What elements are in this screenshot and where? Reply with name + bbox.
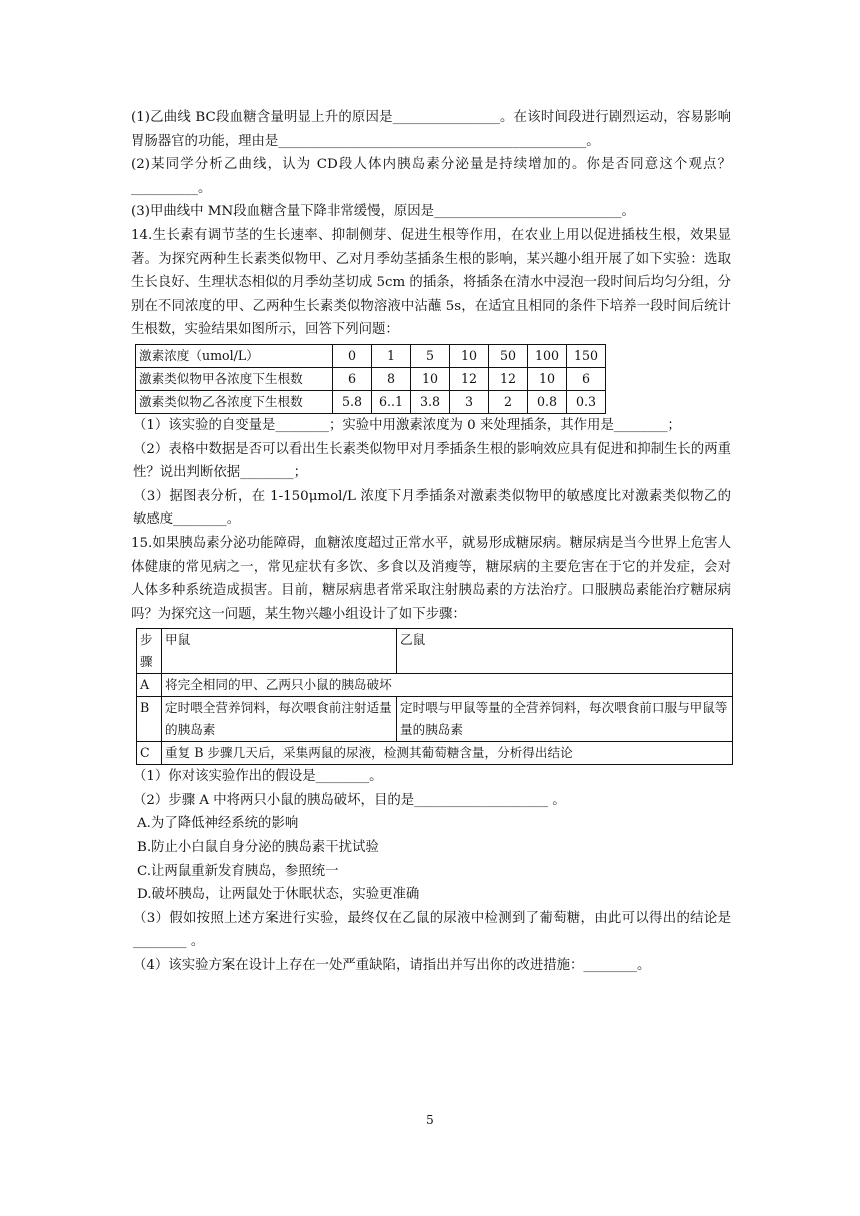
table-cell: 0.8 [528, 390, 567, 413]
table-cell: 3.8 [411, 390, 450, 413]
table-cell: 0 [333, 344, 372, 367]
table-cell: C [137, 742, 162, 765]
q14-question-3: （3）据图表分析，在 1-150μmol/L 浓度下月季插条对激素类似物甲的敏感度比对激素类似物乙的敏感度________。 [133, 488, 731, 528]
page-number: 5 [426, 1113, 434, 1127]
table-cell: 100 [528, 344, 567, 367]
q13-part2: (2)某同学分析乙曲线，认为 CD段人体内胰岛素分泌量是持续增加的。你是否同意这个观点？__________。 [131, 157, 731, 196]
table-cell: B [137, 697, 162, 742]
table-cell: 6 [333, 367, 372, 390]
q15-option-d: D.破坏胰岛，让两鼠处于休眠状态，实验更准确 [137, 887, 420, 903]
table-row [137, 629, 733, 674]
experiment-steps-table [136, 628, 733, 765]
q15-intro: 15.如果胰岛素分泌功能障碍，血糖浓度超过正常水平，就易形成糖尿病。糖尿病是当今世界上危害人体健康的常见病之一，常见症状有多饮、多食以及消瘦等，糖尿病的主要危害在于它的并发症，会对人体多种系统造成损害。目前，糖尿病患者常采取注射胰岛素的方法治疗。口服胰岛素能治疗糖尿病吗？为探究这一问题，某生物兴趣小组设计了如下步骤： [131, 535, 731, 622]
table-cell: 6..1 [372, 390, 411, 413]
table-row [137, 742, 733, 765]
q15-option-c: C.让两鼠重新发育胰岛，参照统一 [137, 863, 339, 879]
q15-question-2: （2）步骤 A 中将两只小鼠的胰岛破坏，目的是____________________ 。 [133, 792, 566, 808]
table-cell: A [137, 674, 162, 697]
q13-part1: (1)乙曲线 BC段血糖含量明显上升的原因是________________。在该时间段进行剧烈运动，容易影响胃肠器官的功能，理由是______________________________________________。 [131, 110, 731, 149]
q14-question-2: （2）表格中数据是否可以看出生长素类似物甲对月季插条生根的影响效应具有促进和抑制生长的两重性？说出判断依据________； [133, 441, 731, 481]
table-cell: 定时喂与甲鼠等量的全营养饲料，每次喂食前口服与甲鼠等量的胰岛素 [397, 697, 733, 742]
table-cell: 50 [489, 344, 528, 367]
table-row [137, 697, 733, 742]
table-cell: 10 [450, 344, 489, 367]
table-cell: 激素类似物乙各浓度下生根数 [136, 390, 333, 413]
table-cell: 乙鼠 [397, 629, 733, 674]
table-cell: 重复 B 步骤几天后，采集两鼠的尿液，检测其葡萄糖含量，分析得出结论 [162, 742, 733, 765]
table-row [137, 674, 733, 697]
page-content [131, 106, 731, 978]
q15-question-1: （1）你对该实验作出的假设是________。 [133, 769, 383, 785]
table-cell: 10 [528, 367, 567, 390]
table-cell: 5.8 [333, 390, 372, 413]
table-cell: 步骤 [137, 629, 162, 674]
table-cell: 6 [567, 367, 606, 390]
table-row [136, 390, 606, 413]
table-cell: 将完全相同的甲、乙两只小鼠的胰岛破坏 [162, 674, 733, 697]
q13-part3: (3)甲曲线中 MN段血糖含量下降非常缓慢，原因是____________________________。 [131, 204, 635, 220]
q14-intro: 14.生长素有调节茎的生长速率、抑制侧芽、促进生根等作用，在农业上用以促进插枝生根，效果显著。为探究两种生长素类似物甲、乙对月季幼茎插条生根的影响，某兴趣小组开展了如下实验：选取生长良好、生理状态相似的月季幼茎切成 5cm 的插条，将插条在清水中浸泡一段时间后均匀分组，分别在不同浓度的甲、乙两种生长素类似物溶液中沾蘸 5s，在适宜且相同的条件下培养一段时间后统计生根数，实验结果如图所示，回答下列问题： [131, 227, 731, 338]
table-cell: 2 [489, 390, 528, 413]
table-cell: 激素浓度（umol/L） [136, 344, 333, 367]
table-cell: 0.3 [567, 390, 606, 413]
table-cell: 1 [372, 344, 411, 367]
table-row [136, 367, 606, 390]
q15-option-b: B.防止小白鼠自身分泌的胰岛素干扰试验 [137, 840, 379, 856]
table-cell: 甲鼠 [162, 629, 397, 674]
table-cell: 10 [411, 367, 450, 390]
table-cell: 3 [450, 390, 489, 413]
q14-question-1: （1）该实验的自变量是________；实验中用激素浓度为 0 来处理插条，其作用是________； [133, 417, 681, 433]
q15-option-a: A.为了降低神经系统的影响 [137, 816, 299, 832]
table-cell: 定时喂全营养饲料，每次喂食前注射适量的胰岛素 [162, 697, 397, 742]
table-cell: 12 [450, 367, 489, 390]
table-cell: 5 [411, 344, 450, 367]
q15-question-3: （3）假如按照上述方案进行实验，最终仅在乙鼠的尿液中检测到了葡萄糖，由此可以得出的结论是________ 。 [133, 910, 731, 950]
table-row [136, 344, 606, 367]
q15-question-4: （4）该实验方案在设计上存在一处严重缺陷，请指出并写出你的改进措施：________。 [133, 958, 651, 974]
hormone-rooting-table [135, 344, 606, 414]
table-cell: 12 [489, 367, 528, 390]
table-cell: 150 [567, 344, 606, 367]
table-cell: 激素类似物甲各浓度下生根数 [136, 367, 333, 390]
table-cell: 8 [372, 367, 411, 390]
